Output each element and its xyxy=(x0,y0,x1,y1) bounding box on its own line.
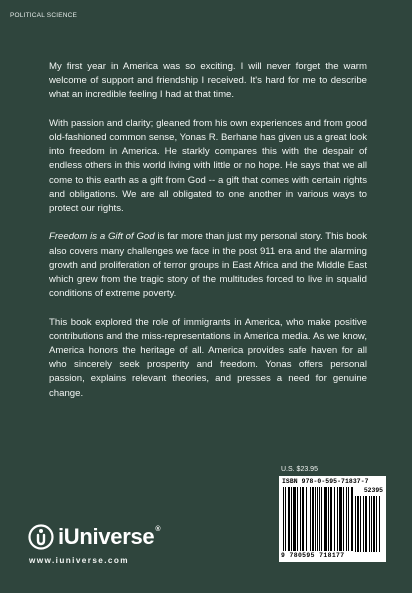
barcode-box xyxy=(279,476,386,562)
barcode-main-bars xyxy=(283,487,353,553)
paragraph-text: This book explored the role of immigrants in America, who make positive contributions and the miss-representations in America media. As we know, America honors the heritage of all. America provides safe haven for all who sincerely seek prosperity and freedom. Yonas offers personal passion, explains relevant theories, and presses a need for genuine change. xyxy=(49,316,367,399)
paragraph-text: With passion and clarity; gleaned from his own experiences and from good old-fashioned common sense, Yonas R. Berhane has given us a great look into freedom in America. He starkly compares this with the despair of endless others in this world living with little or no hope. He says that we all come to this earth as a gift from God -- a gift that comes with certain rights and obligations. We are all obligated to one another in various ways to protect our rights. xyxy=(49,117,367,215)
barcode-addon-bars xyxy=(355,496,383,553)
paragraph xyxy=(49,316,367,401)
paragraph xyxy=(49,117,367,216)
barcode-addon-number: 52395 xyxy=(363,487,383,494)
publisher-name xyxy=(58,524,160,550)
publisher-name-text: iUniverse xyxy=(58,524,155,549)
paragraph xyxy=(49,60,367,103)
price-label: U.S. $23.95 xyxy=(281,466,318,473)
publisher-url: www.iuniverse.com xyxy=(29,556,129,565)
paragraph-text: is far more than just my personal story. This book also covers many challenges we face in the post 911 era and the alarming growth and proliferation of terror groups in East Africa and the Middle East which grew from the tragic story of the multitudes forced to live in squalid conditions of extreme poverty. xyxy=(49,231,368,300)
paragraph xyxy=(49,230,367,301)
book-title-italic: Freedom is a Gift of God xyxy=(49,231,155,243)
iuniverse-logo-icon xyxy=(28,524,54,550)
back-cover-text xyxy=(49,60,367,401)
category-label: POLITICAL SCIENCE xyxy=(10,12,78,19)
barcode-digits: 9 780595 718177 xyxy=(281,552,345,559)
paragraph-text: My first year in America was so exciting. I will never forget the warm welcome of support and friendship I received. It's hard for me to describe what an incredible feeling I had at that time. xyxy=(49,61,367,101)
registered-mark: ® xyxy=(155,526,161,533)
isbn-label: ISBN 978-0-595-71837-7 xyxy=(282,478,369,485)
